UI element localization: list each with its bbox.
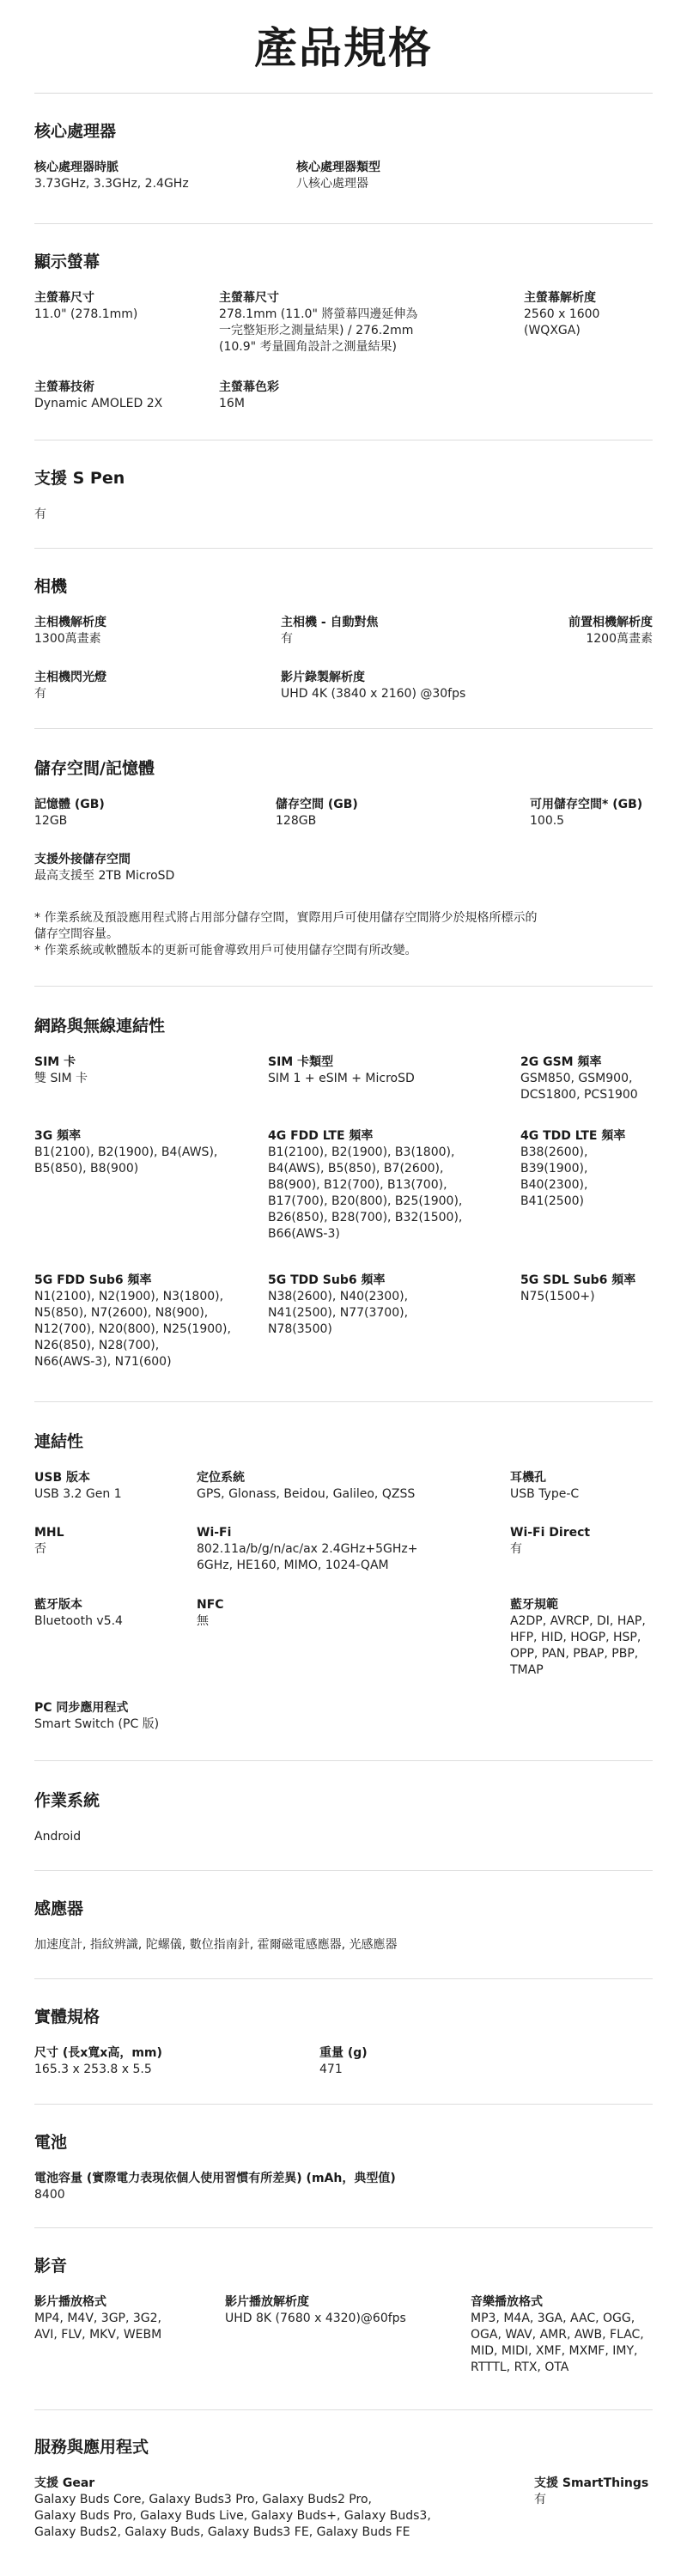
section-divider <box>34 2409 653 2410</box>
section-divider <box>34 1870 653 1871</box>
spec-value: SIM 1 + eSIM + MicroSD <box>268 1072 415 1085</box>
spec-value: 128GB <box>276 814 317 828</box>
spec-value: 165.3 x 253.8 x 5.5 <box>34 2063 152 2076</box>
spec-value: B38(2600), B39(1900), B40(2300), B41(2500) <box>520 1145 588 1208</box>
spec-label: 主螢幕尺寸 <box>34 291 94 305</box>
spec-value: 有 <box>281 632 293 646</box>
spec-usb-version <box>34 1470 122 1503</box>
storage-footnote: * 作業系統及預設應用程式將占用部分儲存空間，實際用戶可使用儲存空間將少於規格所標示的 儲存空間容量。 * 作業系統或軟體版本的更新可能會導致用戶可使用儲存空間有所改變。 <box>34 911 538 957</box>
section-title-sensors: 感應器 <box>34 1899 84 1918</box>
spec-value: USB Type-C <box>510 1487 580 1501</box>
spec-camera-resolution <box>34 615 106 647</box>
spec-value: N75(1500+) <box>520 1290 595 1303</box>
spec-label: 藍牙版本 <box>34 1598 82 1612</box>
spec-bluetooth-version <box>34 1597 123 1630</box>
spec-label: 5G FDD Sub6 頻率 <box>34 1273 152 1287</box>
spec-label: 2G GSM 頻率 <box>520 1055 602 1069</box>
spec-value: 1200萬畫素 <box>586 632 653 646</box>
spec-label: 3G 頻率 <box>34 1129 82 1143</box>
spec-value: Smart Switch (PC 版) <box>34 1717 160 1731</box>
spec-label: 耳機孔 <box>510 1471 546 1485</box>
spec-memory <box>34 797 105 829</box>
spec-value: Bluetooth v5.4 <box>34 1614 123 1628</box>
spec-value: 278.1mm (11.0" 將螢幕四邊延伸為 一完整矩形之測量結果) / 276.2mm (10.9" 考量圓角設計之測量結果) <box>219 307 418 354</box>
spec-value: A2DP, AVRCP, DI, HAP, HFP, HID, HOGP, HSP, OPP, PAN, PBAP, PBP, TMAP <box>510 1614 646 1677</box>
spec-label: 支援 SmartThings <box>534 2476 649 2490</box>
section-title-audio-video: 影音 <box>34 2257 68 2275</box>
spec-display-size-detail <box>219 290 417 355</box>
spec-value: 12GB <box>34 814 68 828</box>
spec-value: MP3, M4A, 3GA, AAC, OGG, OGA, WAV, AMR, AWB, FLAC, MID, MIDI, XMF, MXMF, IMY, RTTTL, RTX, OTA <box>471 2312 644 2374</box>
spec-label: 影片錄製解析度 <box>281 671 365 684</box>
spec-label: 定位系統 <box>197 1471 245 1485</box>
spec-value: 有 <box>34 687 46 701</box>
spec-value: 802.11a/b/g/n/ac/ax 2.4GHz+5GHz+ 6GHz, HE160, MIMO, 1024-QAM <box>197 1542 418 1572</box>
section-title-display: 顯示螢幕 <box>34 252 100 271</box>
spec-value: 3.73GHz, 3.3GHz, 2.4GHz <box>34 177 189 191</box>
spec-pc-sync <box>34 1700 159 1733</box>
spec-5g-tdd-sub6 <box>268 1273 408 1338</box>
spec-label: 重量 (g) <box>319 2046 368 2060</box>
spec-value: 11.0" (278.1mm) <box>34 307 138 321</box>
spec-video-playback-resolution <box>225 2294 406 2327</box>
spec-sim-type <box>268 1054 415 1087</box>
section-title-physical: 實體規格 <box>34 2008 100 2026</box>
section-divider <box>34 548 653 549</box>
spec-label: 儲存空間 (GB) <box>276 798 358 811</box>
spec-label: 前置相機解析度 <box>568 616 653 629</box>
spec-camera-autofocus <box>281 615 379 647</box>
spec-value: Galaxy Buds Core, Galaxy Buds3 Pro, Galaxy Buds2 Pro, Galaxy Buds Pro, Galaxy Buds Live, Galaxy Buds+, Galaxy Buds3, Galaxy Buds2, Galaxy Buds, Galaxy Buds3 FE, Galaxy Buds FE <box>34 2493 431 2539</box>
spec-value: 8400 <box>34 2188 65 2202</box>
spec-4g-tdd-lte <box>520 1128 653 1210</box>
spec-label: 主相機閃光燈 <box>34 671 106 684</box>
spec-4g-fdd-lte <box>268 1128 462 1242</box>
spec-display-color <box>219 380 279 412</box>
spec-5g-sdl-sub6 <box>520 1273 635 1305</box>
spec-label: MHL <box>34 1526 64 1540</box>
spec-mhl <box>34 1525 64 1558</box>
section-title-cpu: 核心處理器 <box>34 122 117 141</box>
spec-sensors-value: 加速度計, 指紋辨識, 陀螺儀, 數位指南針, 霍爾磁電感應器, 光感應器 <box>34 1938 398 1952</box>
spec-label: 主螢幕技術 <box>34 380 94 394</box>
section-title-storage: 儲存空間/記憶體 <box>34 759 155 778</box>
spec-5g-fdd-sub6 <box>34 1273 231 1370</box>
section-title-battery: 電池 <box>34 2133 68 2152</box>
title-divider <box>34 93 653 94</box>
spec-wifi <box>197 1525 417 1574</box>
section-title-network: 網路與無線連結性 <box>34 1017 166 1036</box>
spec-value: N1(2100), N2(1900), N3(1800), N5(850), N7(2600), N8(900), N12(700), N20(800), N25(1900), N26(850), N28(700), N66(AWS-3), N71(600) <box>34 1290 231 1369</box>
spec-camera-flash <box>34 670 106 702</box>
spec-value: 100.5 <box>530 814 565 828</box>
spec-value: USB 3.2 Gen 1 <box>34 1487 122 1501</box>
spec-battery-capacity <box>34 2171 396 2203</box>
spec-os-value: Android <box>34 1830 82 1844</box>
spec-display-resolution <box>524 290 653 339</box>
spec-label: SIM 卡 <box>34 1055 76 1069</box>
spec-label: 4G TDD LTE 頻率 <box>520 1129 626 1143</box>
section-divider <box>34 1760 653 1761</box>
spec-3g <box>34 1128 217 1177</box>
spec-sim <box>34 1054 88 1087</box>
spec-value: GPS, Glonass, Beidou, Galileo, QZSS <box>197 1487 416 1501</box>
page-title: 產品規格 <box>254 23 433 73</box>
spec-weight <box>319 2045 368 2078</box>
spec-value: B1(2100), B2(1900), B3(1800), B4(AWS), B5(850), B7(2600), B8(900), B12(700), B13(700), B17(700), B20(800), B25(1900), B26(850), B28(700), B32(1500), B66(AWS-3) <box>268 1145 463 1241</box>
spec-label: 記憶體 (GB) <box>34 798 105 811</box>
spec-cpu-type <box>296 160 380 192</box>
section-divider <box>34 2227 653 2228</box>
spec-label: NFC <box>197 1598 224 1612</box>
section-title-spen: 支援 S Pen <box>34 469 125 488</box>
spec-label: USB 版本 <box>34 1471 90 1485</box>
spec-label: 支援 Gear <box>34 2476 95 2490</box>
section-divider <box>34 1401 653 1402</box>
spec-label: SIM 卡類型 <box>268 1055 334 1069</box>
spec-value: 否 <box>34 1542 46 1556</box>
spec-value: 最高支援至 2TB MicroSD <box>34 869 175 883</box>
section-title-camera: 相機 <box>34 577 68 596</box>
spec-cpu-clock <box>34 160 189 192</box>
section-divider <box>34 1978 653 1979</box>
spec-display-technology <box>34 380 162 412</box>
spec-value: UHD 4K (3840 x 2160) @30fps <box>281 687 466 701</box>
spec-front-camera-resolution <box>568 615 653 647</box>
spec-available-storage <box>530 797 642 829</box>
section-divider <box>34 2104 653 2105</box>
spec-smartthings <box>534 2476 648 2508</box>
spec-label: 可用儲存空間* (GB) <box>530 798 643 811</box>
spec-display-size <box>34 290 137 323</box>
spec-earjack <box>510 1470 579 1503</box>
spec-value: 雙 SIM 卡 <box>34 1072 88 1085</box>
spec-label: Wi-Fi Direct <box>510 1526 591 1540</box>
spec-label: 主相機 - 自動對焦 <box>281 616 379 629</box>
spec-label: 支援外接儲存空間 <box>34 853 131 866</box>
spec-video-resolution <box>281 670 465 702</box>
spec-value: GSM850, GSM900, DCS1800, PCS1900 <box>520 1072 638 1102</box>
spec-label: 音樂播放格式 <box>471 2295 543 2309</box>
section-title-connectivity: 連結性 <box>34 1432 84 1451</box>
spec-supported-gear <box>34 2476 431 2541</box>
spec-video-formats <box>34 2294 161 2343</box>
spec-value: 有 <box>534 2493 546 2506</box>
spec-value: 1300萬畫素 <box>34 632 101 646</box>
spec-value: 16M <box>219 397 245 410</box>
spec-value: MP4, M4V, 3GP, 3G2, AVI, FLV, MKV, WEBM <box>34 2312 162 2342</box>
spec-label: 影片播放格式 <box>34 2295 106 2309</box>
spec-label: 5G SDL Sub6 頻率 <box>520 1273 636 1287</box>
spec-label: 主螢幕尺寸 <box>219 291 279 305</box>
spec-value: N38(2600), N40(2300), N41(2500), N77(3700), N78(3500) <box>268 1290 409 1336</box>
spec-label: 主螢幕色彩 <box>219 380 279 394</box>
spec-bluetooth-profiles <box>510 1597 646 1679</box>
spec-label: Wi-Fi <box>197 1526 232 1540</box>
spec-spen-value: 有 <box>34 507 46 521</box>
spec-dimensions <box>34 2045 162 2078</box>
spec-value: 2560 x 1600 (WQXGA) <box>524 307 600 337</box>
spec-value: 有 <box>510 1542 522 1556</box>
spec-value: 471 <box>319 2063 343 2076</box>
section-divider <box>34 223 653 224</box>
spec-label: 4G FDD LTE 頻率 <box>268 1129 374 1143</box>
spec-value: 無 <box>197 1614 209 1628</box>
spec-label: 電池容量 (實際電力表現依個人使用習慣有所差異) (mAh，典型值) <box>34 2172 396 2185</box>
spec-label: 5G TDD Sub6 頻率 <box>268 1273 386 1287</box>
spec-label: 藍牙規範 <box>510 1598 558 1612</box>
spec-label: 影片播放解析度 <box>225 2295 309 2309</box>
spec-label: PC 同步應用程式 <box>34 1701 129 1715</box>
spec-audio-formats <box>471 2294 644 2376</box>
spec-location <box>197 1470 415 1503</box>
spec-label: 核心處理器類型 <box>296 161 380 174</box>
spec-2g-gsm <box>520 1054 638 1103</box>
spec-label: 尺寸 (長x寬x高，mm) <box>34 2046 162 2060</box>
spec-value: 八核心處理器 <box>296 177 368 191</box>
section-divider <box>34 728 653 729</box>
spec-external-storage <box>34 852 174 884</box>
section-title-services: 服務與應用程式 <box>34 2438 149 2457</box>
spec-label: 主相機解析度 <box>34 616 106 629</box>
spec-value: Dynamic AMOLED 2X <box>34 397 163 410</box>
spec-wifi-direct <box>510 1525 590 1558</box>
spec-storage <box>276 797 358 829</box>
spec-label: 主螢幕解析度 <box>524 291 596 305</box>
spec-nfc <box>197 1597 224 1630</box>
spec-value: B1(2100), B2(1900), B4(AWS), B5(850), B8(900) <box>34 1145 218 1176</box>
spec-value: UHD 8K (7680 x 4320)@60fps <box>225 2312 406 2325</box>
section-title-os: 作業系統 <box>34 1791 100 1810</box>
spec-label: 核心處理器時脈 <box>34 161 119 174</box>
section-divider <box>34 986 653 987</box>
